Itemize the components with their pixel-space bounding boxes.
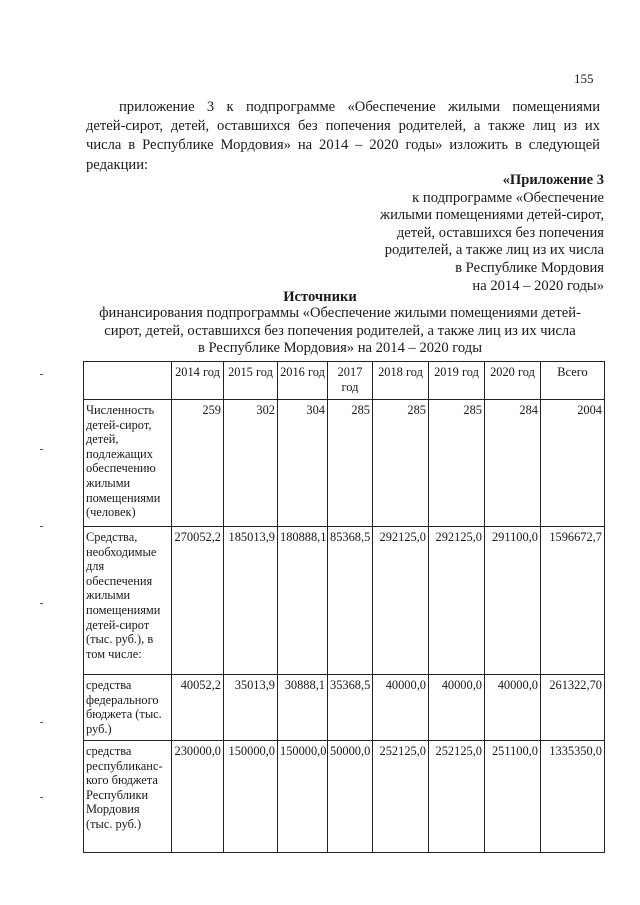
intro-line: детей-сирот, детей, оставшихся без попечения родителей, а также лиц из их: [86, 118, 600, 135]
scan-mark: [40, 449, 43, 450]
table-cell: 85368,5: [328, 527, 373, 675]
table-cell: 259: [172, 400, 224, 527]
table-row: [84, 741, 605, 853]
row-label: Численность детей-сирот, детей, подлежащих обеспечению жилыми помещениями (человек): [84, 400, 172, 527]
scan-mark: [40, 797, 43, 798]
table-cell: 304: [278, 400, 328, 527]
table-cell: 284: [485, 400, 541, 527]
table-subheading: [80, 305, 600, 358]
table-heading: Источники: [283, 289, 357, 305]
financing-table: [83, 361, 605, 853]
table-cell: 292125,0: [429, 527, 485, 675]
table-row: [84, 400, 605, 527]
table-cell: 230000,0: [172, 741, 224, 853]
table-cell: 180888,1: [278, 527, 328, 675]
table-cell: 270052,2: [172, 527, 224, 675]
table-cell: 150000,0: [278, 741, 328, 853]
table-cell: 40000,0: [485, 675, 541, 741]
column-header: 2019 год: [429, 362, 485, 400]
table-cell: 30888,1: [278, 675, 328, 741]
table-cell: 50000,0: [328, 741, 373, 853]
table-cell: 292125,0: [373, 527, 429, 675]
table-row: [84, 675, 605, 741]
row-label: средства республиканс-кого бюджета Республики Мордовия (тыс. руб.): [84, 741, 172, 853]
appendix-line: детей, оставшихся без попечения: [396, 224, 604, 241]
table-cell: 252125,0: [373, 741, 429, 853]
table-row: [84, 527, 605, 675]
subheading-line: сирот, детей, оставшихся без попечения родителей, а также лиц из их числа: [104, 322, 576, 339]
column-header: 2016 год: [278, 362, 328, 400]
table-cell: 285: [373, 400, 429, 527]
row-label: средства федерального бюджета (тыс. руб.): [84, 675, 172, 741]
table-cell: 1596672,7: [541, 527, 605, 675]
column-header: Всего: [541, 362, 605, 400]
table-cell: 285: [328, 400, 373, 527]
column-header: 2020 год: [485, 362, 541, 400]
table-cell: 291100,0: [485, 527, 541, 675]
scan-mark: [40, 722, 43, 723]
subheading-line: финансирования подпрограммы «Обеспечение жилыми помещениями детей-: [99, 305, 581, 321]
column-header: 2017 год: [328, 362, 373, 400]
table-cell: 261322,70: [541, 675, 605, 741]
intro-line: редакции:: [86, 156, 149, 173]
intro-line: приложение 3 к подпрограмме «Обеспечение жилыми помещениями: [119, 99, 600, 115]
table-cell: 1335350,0: [541, 741, 605, 853]
table-cell: 185013,9: [224, 527, 278, 675]
table-header-row: [84, 362, 605, 400]
row-label: Средства, необходимые для обеспечения жилыми помещениями детей-сирот (тыс. руб.), в том числе:: [84, 527, 172, 675]
subheading-line: в Республике Мордовия» на 2014 – 2020 годы: [197, 340, 483, 357]
scan-mark: [40, 603, 43, 604]
appendix-line: в Республике Мордовия: [455, 259, 604, 276]
table-cell: 35368,5: [328, 675, 373, 741]
appendix-line: к подпрограмме «Обеспечение: [412, 189, 604, 206]
table-cell: 2004: [541, 400, 605, 527]
appendix-line: родителей, а также лиц из их числа: [384, 242, 604, 259]
intro-line: числа в Республике Мордовия» на 2014 – 2020 годы» изложить в следующей: [86, 137, 600, 154]
table-cell: 40052,2: [172, 675, 224, 741]
scan-mark: [40, 526, 43, 527]
table-cell: 285: [429, 400, 485, 527]
appendix-header: [304, 172, 604, 295]
page-number: 155: [574, 71, 594, 86]
column-header: 2018 год: [373, 362, 429, 400]
table-cell: 252125,0: [429, 741, 485, 853]
appendix-line: на 2014 – 2020 годы»: [472, 277, 604, 294]
table-cell: 150000,0: [224, 741, 278, 853]
table-cell: 251100,0: [485, 741, 541, 853]
table-cell: 40000,0: [429, 675, 485, 741]
intro-paragraph: [86, 98, 600, 175]
table-cell: 40000,0: [373, 675, 429, 741]
appendix-title: «Приложение 3: [502, 172, 604, 188]
appendix-line: жилыми помещениями детей-сирот,: [379, 207, 604, 224]
column-header: 2015 год: [224, 362, 278, 400]
table-cell: 302: [224, 400, 278, 527]
column-header: [84, 362, 172, 400]
column-header: 2014 год: [172, 362, 224, 400]
table-cell: 35013,9: [224, 675, 278, 741]
scan-mark: [40, 374, 43, 375]
